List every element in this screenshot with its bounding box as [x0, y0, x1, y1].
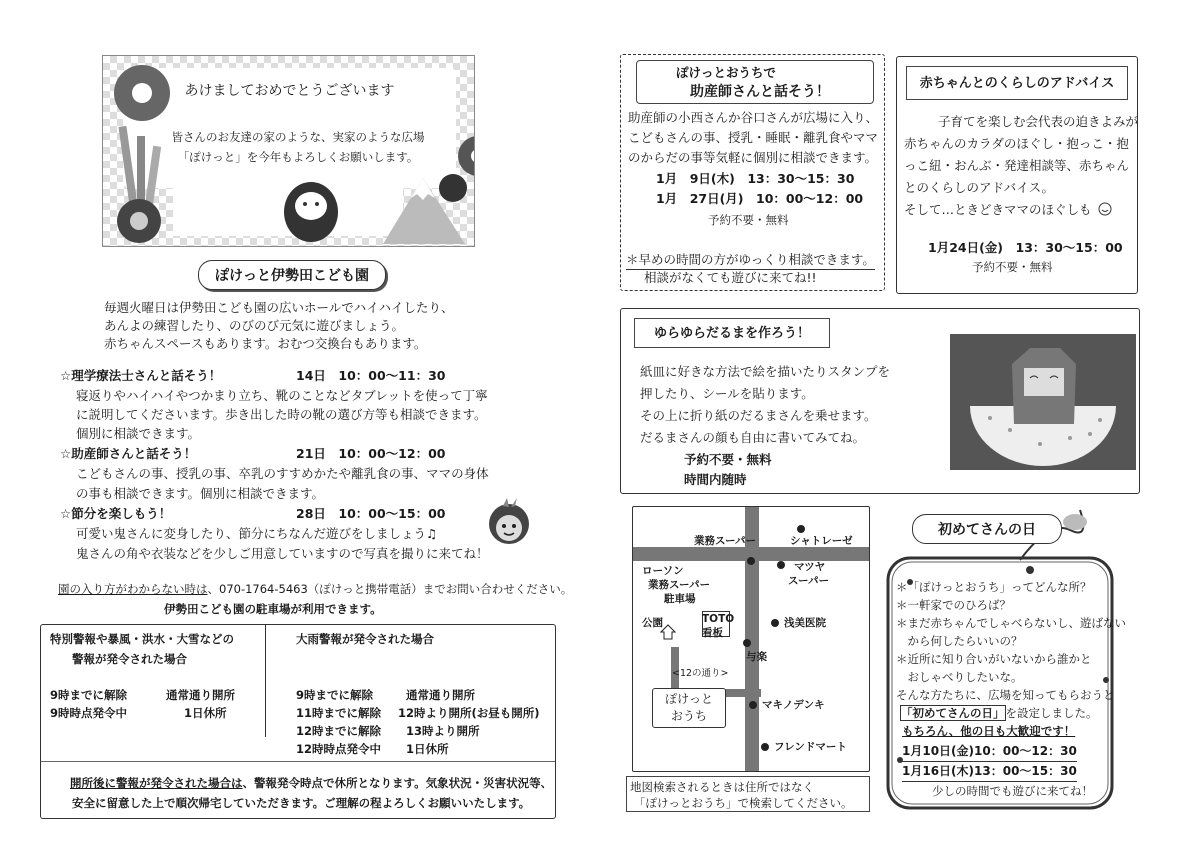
contact-rest: 、070-1764-5463（ぽけっと携帯電話）までお問い合わせください。	[207, 582, 573, 596]
baby-line: 子育てを楽しむ会代表の迫きよみが	[938, 114, 1139, 129]
midwife-line: のからだの事等気軽に個別に相談できます。	[628, 150, 878, 165]
newyear-banner	[102, 55, 475, 247]
map-label-asami: 浅美医院	[784, 617, 826, 629]
map-label-yoraku: 与楽	[746, 651, 767, 663]
newyear-line1: 皆さんのお友達の家のような、実家のような広場	[171, 130, 425, 144]
map-label-road: <12の通り>	[672, 668, 729, 679]
midwife-line: 助産師の小西さんか谷口さんが広場に入り、	[628, 110, 879, 125]
daruma-line: 紙皿に好きな方法で絵を描いたりスタンプを	[640, 364, 891, 379]
map-label-matsuya: マツヤ	[794, 561, 826, 573]
baby-line: そして…ときどきママのほぐしも	[904, 202, 1092, 217]
firsttime-line: そんな方たちに、広場を知ってもらおうと	[896, 688, 1115, 702]
weather-left-row-b: 通常通り開所	[166, 688, 235, 702]
event-pt-time: 14日 10：00～11：30	[296, 368, 446, 383]
firsttime-highlight: 「初めてさんの日」	[901, 706, 1005, 720]
weather-note-1	[70, 774, 552, 793]
midwife-footer-2: 相談がなくても遊びに来てね!!	[644, 270, 817, 285]
map-note-1: 地図検索されるときは住所ではなく	[630, 780, 814, 794]
smiley-icon	[1098, 202, 1112, 216]
midwife-footer-1: ＊早めの時間の方がゆっくり相談できます。	[626, 250, 875, 270]
firsttime-highlight-line	[900, 704, 1098, 723]
firsttime-line: から何したらいいの？	[896, 634, 1023, 648]
contact-label: 園の入り方がわからない時は	[58, 582, 208, 596]
weather-left-row-a: 9時時点発令中	[50, 706, 128, 720]
event-setsubun-line: 鬼さんの角や衣装などを少しご用意していますので写真を撮りに来てね！	[76, 546, 489, 561]
rocking-daruma-icon	[950, 334, 1136, 470]
weather-left-title-1: 特別警報や暴風・洪水・大雪などの	[50, 632, 234, 646]
map-pin-icon	[760, 742, 770, 752]
weather-left-title-2: 警報が発令された場合	[72, 652, 187, 666]
event-setsubun-title: ☆節分を楽しもう！	[60, 506, 172, 521]
iseda-title: ぽけっと伊勢田こども園	[198, 260, 386, 290]
parking-note: 伊勢田こども園の駐車場が利用できます。	[164, 602, 382, 616]
weather-left-row-b: 1日休所	[184, 706, 227, 720]
baby-advice-title: 赤ちゃんとのくらしのアドバイス	[906, 66, 1128, 100]
weather-right-row-b: 1日休所	[406, 742, 449, 756]
baby-line: とのくらしのアドバイス。	[904, 180, 1055, 195]
weather-note-rest: 、警報発令時点で休所となります。気象状況・災害状況等、	[242, 776, 553, 790]
firsttime-date: 1月16日(木)13：00～15：30	[902, 762, 1077, 782]
map-label-matsuya: スーパー	[788, 575, 829, 587]
weather-right-row-a: 11時までに解除	[296, 706, 382, 720]
map-label-pocket: ぽけっと	[664, 692, 713, 706]
firsttime-line: おしゃべりしたいな。	[896, 670, 1023, 684]
daruma-note-1: 予約不要・無料	[684, 452, 772, 467]
map-label-pocket: おうち	[670, 709, 707, 723]
midwife-date: 1月 9日(木) 13：30～15：30	[656, 171, 855, 186]
daruma-line: 押したり、シールを貼ります。	[640, 386, 814, 401]
event-pt-line: 個別に相談できます。	[76, 426, 201, 441]
event-setsubun-line: 可愛い鬼さんに変身したり、節分にちなんだ遊びをしましょう♫	[76, 526, 438, 541]
map-label-lawson: ローソン	[642, 565, 684, 577]
firsttime-welcome: もちろん、他の日も大歓迎です！	[902, 724, 1076, 738]
daruma-line: その上に折り紙のだるまさんを乗せます。	[640, 408, 877, 423]
event-pt-line: に説明してくださいます。歩き出した時の靴の選び方等も相談できます。	[76, 407, 487, 422]
daruma-icon	[281, 174, 341, 244]
map-pin-icon	[742, 638, 752, 648]
weather-note-2: 安全に留意した上で順次帰宅していただきます。ご理解の程よろしくお願いいたします。	[72, 796, 531, 810]
baby-note: 予約不要・無料	[972, 260, 1053, 274]
midwife-date: 1月 27日(月) 10：00～12：00	[656, 191, 864, 206]
weather-right-row-a: 12時時点発令中	[296, 742, 382, 756]
iseda-intro-1: 毎週火曜日は伊勢田こども園の広いホールでハイハイしたり、	[104, 300, 454, 315]
map-label-park: 公園	[642, 617, 663, 629]
map-pin-icon	[770, 618, 780, 628]
firsttime-date: 1月10日(金)10：00～12：30	[902, 742, 1077, 762]
map-label-friend: フレンドマート	[774, 741, 847, 753]
map-label-makino: マキノデンキ	[762, 699, 825, 711]
contact-line	[58, 580, 572, 599]
mount-fuji-icon	[373, 166, 473, 246]
midwife-note: 予約不要・無料	[708, 213, 789, 227]
weather-right-row-b: 12時より開所(お昼も開所)	[398, 706, 540, 720]
firsttime-highlight-rest: を設定しました。	[1005, 706, 1098, 720]
map-label-gyomu-parking: 駐車場	[664, 593, 696, 605]
firsttime-footer: 少しの時間でも遊びに来てね！	[932, 784, 1093, 798]
midwife-title-2: 助産師さんと話そう！	[690, 84, 830, 100]
midwife-title-1: ぽけっとおうちで	[676, 65, 776, 80]
map-label-toto: 看板	[702, 627, 723, 639]
firsttime-line: ＊まだ赤ちゃんでしゃべらないし、遊ばない	[896, 616, 1126, 630]
weather-right-row-b: 13時より開所	[406, 724, 480, 738]
event-midwife-time: 21日 10：00～12：00	[296, 446, 446, 461]
daruma-title: ゆらゆらだるまを作ろう！	[634, 318, 830, 348]
baby-date: 1月24日(金) 13：30～15：00	[928, 240, 1123, 255]
map-label-gyomu: 業務スーパー	[694, 535, 756, 547]
iseda-intro-3: 赤ちゃんスペースもあります。おむつ交換台もあります。	[104, 336, 427, 351]
firsttime-line: ＊「ぽけっとおうち」ってどんな所？	[896, 580, 1092, 594]
weather-right-title: 大雨警報が発令された場合	[296, 632, 434, 646]
baby-line: 赤ちゃんのカラダのほぐし・抱っこ・抱	[904, 136, 1129, 151]
map-label-shatore: シャトレーゼ	[790, 535, 853, 547]
weather-note-label: 開所後に警報が発令された場合は	[70, 776, 243, 790]
map-note-2: 「ぽけっとおうち」で検索してください。	[634, 796, 853, 810]
map-pin-icon	[776, 560, 786, 570]
event-midwife-line: こどもさんの事、授乳の事、卒乳のすすめかたや離乳食の事、ママの身体	[76, 466, 489, 481]
daruma-line: だるまさんの顔も自由に書いてみてね。	[640, 430, 866, 445]
event-midwife-line: の事も相談できます。個別に相談できます。	[76, 486, 325, 501]
map-pin-icon	[748, 700, 758, 710]
newyear-line2: 「ぽけっと」を今年もよろしくお願いします。	[177, 150, 419, 164]
newyear-greeting: あけましておめでとうございます	[184, 83, 395, 99]
weather-right-row-b: 通常通り開所	[406, 688, 475, 702]
iseda-intro-2: あんよの練習したり、のびのび元気に遊びましょう。	[104, 318, 405, 333]
firsttime-line: ＊一軒家でのひろば？	[896, 598, 1011, 612]
event-setsubun-time: 28日 10：00～15：00	[296, 506, 446, 521]
weather-right-row-a: 9時までに解除	[296, 688, 374, 702]
oni-face-icon	[485, 498, 533, 548]
event-pt-title: ☆理学療法士さんと話そう！	[60, 368, 222, 383]
baby-line: っこ紐・おんぶ・発達相談等、赤ちゃん	[904, 158, 1130, 173]
firsttime-title: 初めてさんの日	[912, 514, 1062, 544]
map-label-toto: TOTO	[702, 613, 735, 625]
midwife-line: こどもさんの事、授乳・睡眠・離乳食やママ	[628, 130, 879, 145]
event-pt-line: 寝返りやハイハイやつかまり立ち、靴のことなどタブレットを使って丁寧	[76, 388, 488, 403]
event-midwife-title: ☆助産師さんと話そう！	[60, 446, 197, 461]
weather-right-row-a: 12時までに解除	[296, 724, 382, 738]
map-label-gyomu-parking: 業務スーパー	[648, 579, 710, 591]
daruma-note-2: 時間内随時	[684, 472, 747, 487]
weather-left-row-a: 9時までに解除	[50, 688, 128, 702]
firsttime-line: ＊近所に知り合いがいないから誰かと	[896, 652, 1092, 666]
map-pin-icon	[746, 556, 756, 566]
